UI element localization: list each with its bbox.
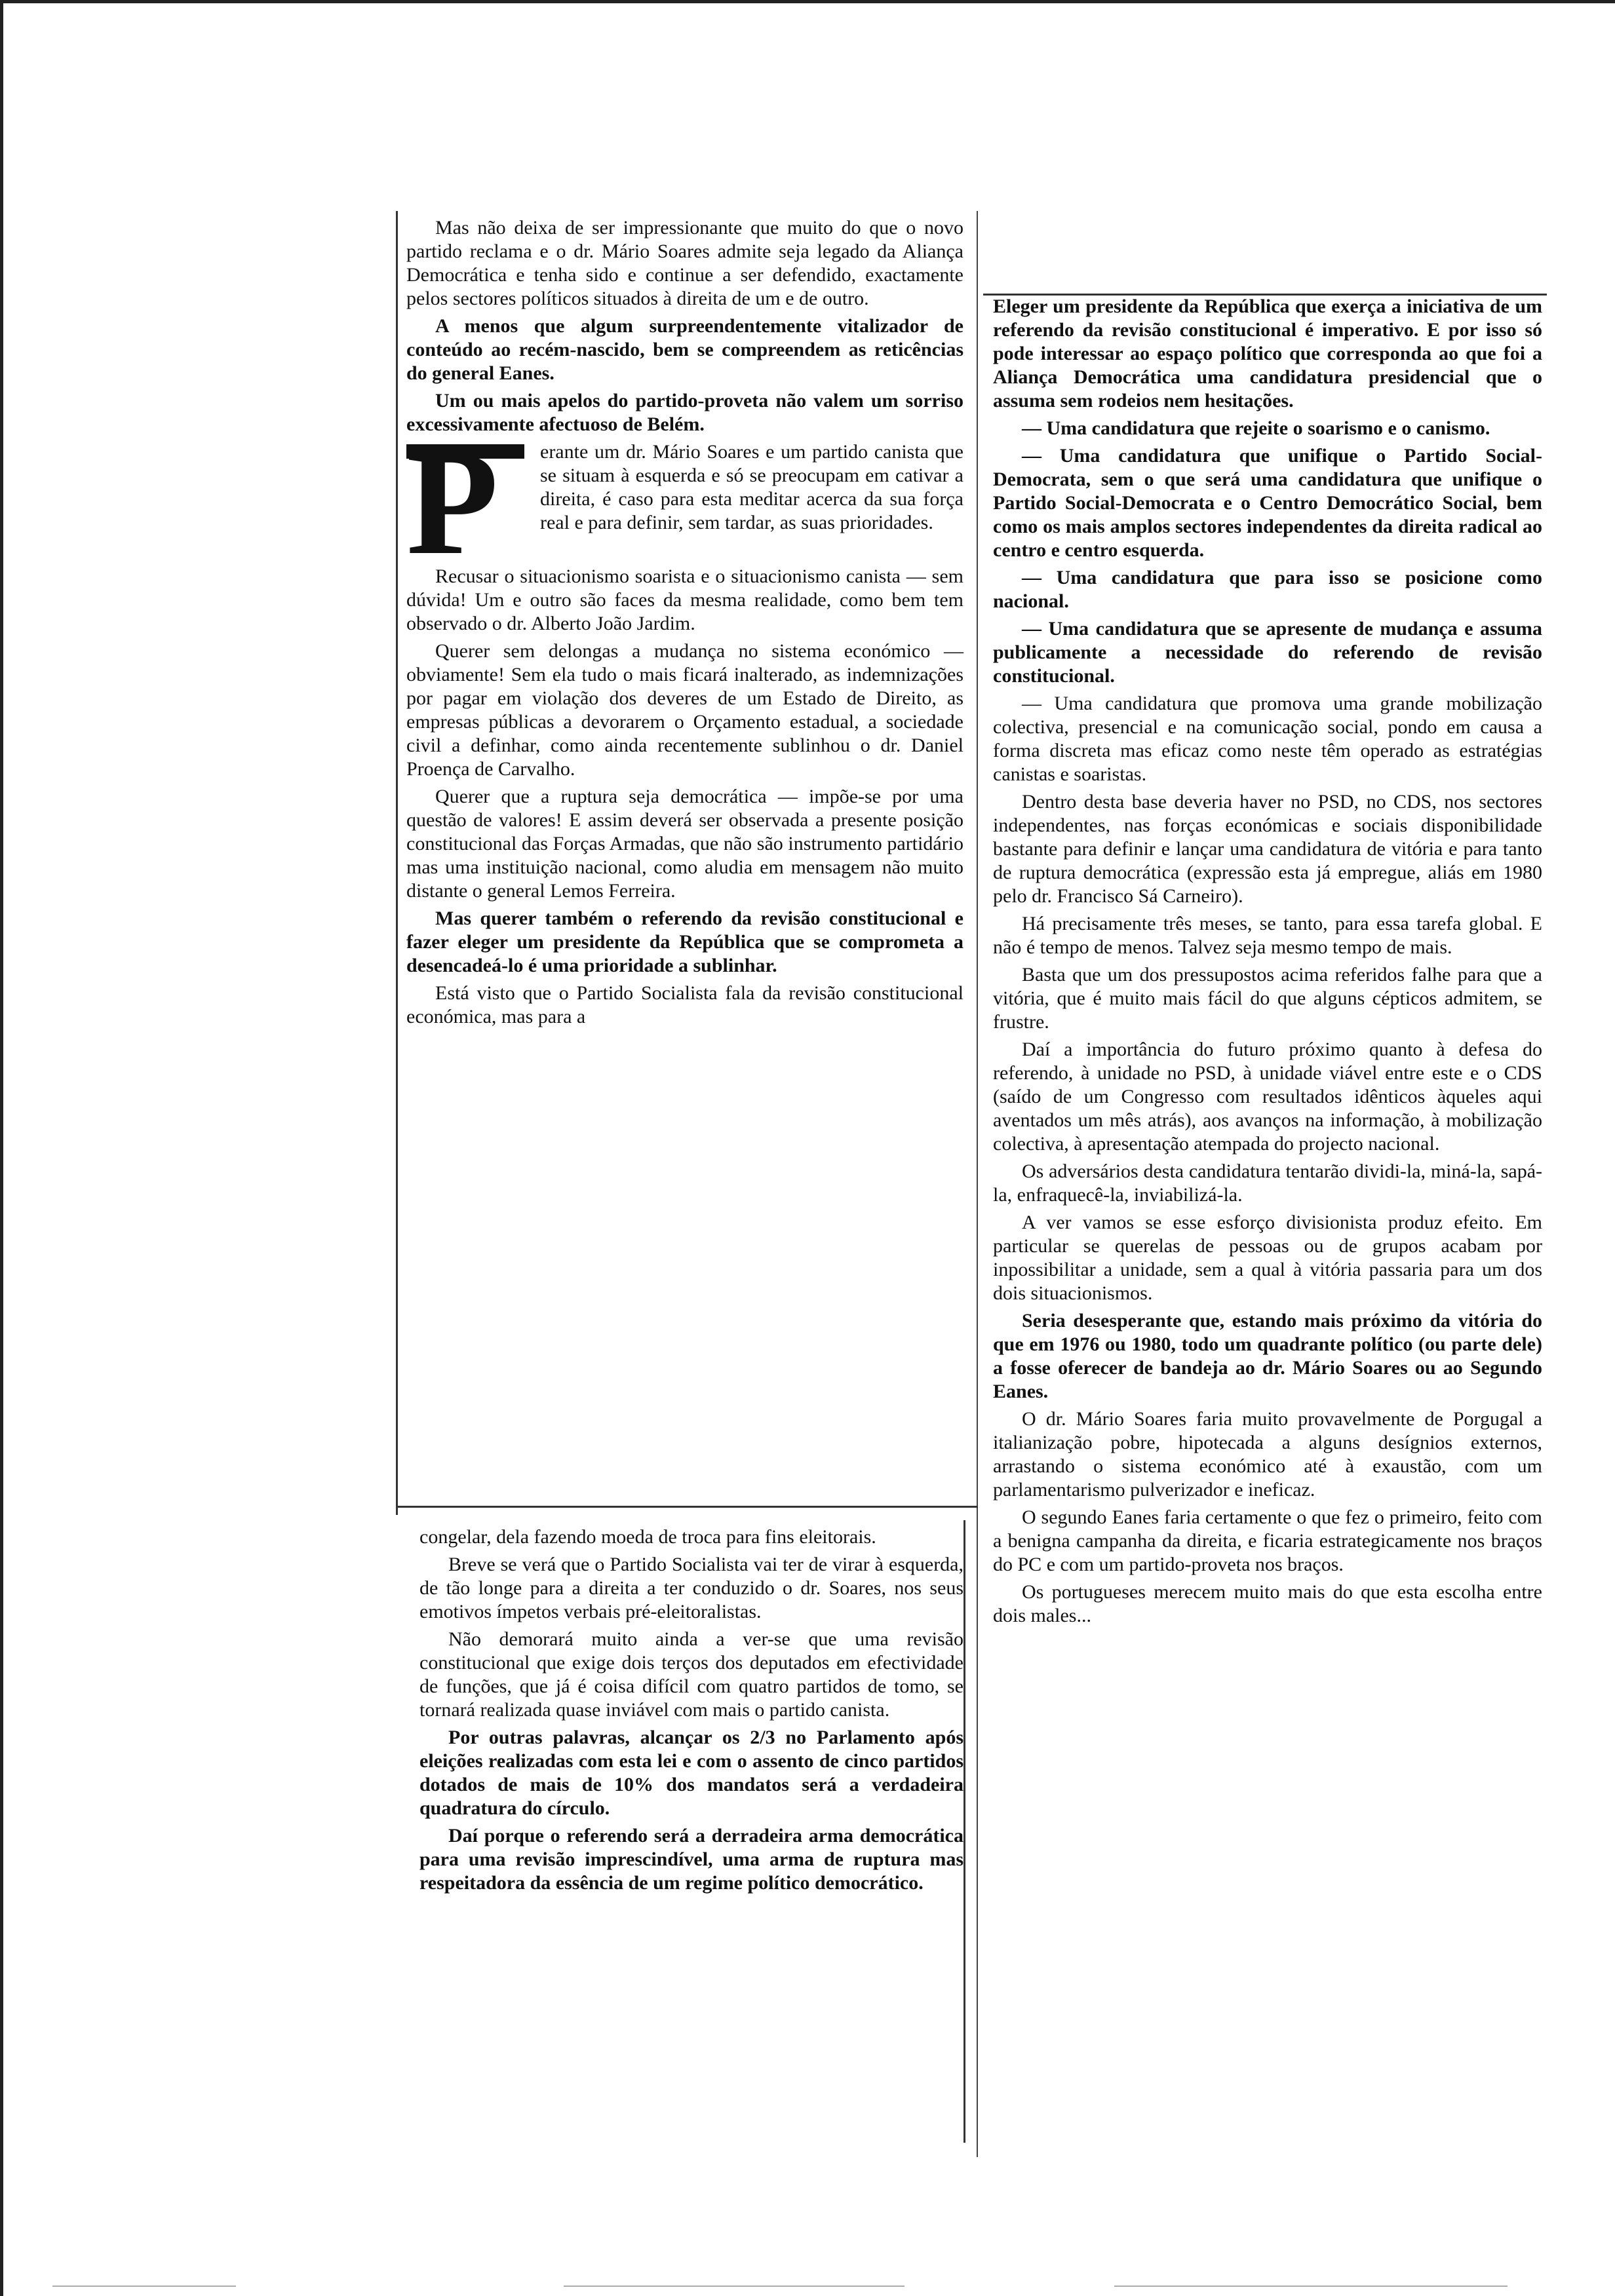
dropcap-paragraph <box>406 440 963 565</box>
column-rule-lower <box>963 1520 965 2143</box>
paragraph: Por outras palavras, alcançar os 2/3 no Parlamento após eleições realizadas com esta lei e com o assento de cinco partidos dotados de mais de 10% dos mandatos será a verdadeira quadratura do círculo. <box>419 1727 963 1819</box>
page-top-border <box>0 0 1615 3</box>
article-column-left-continued <box>419 1525 963 1899</box>
paragraph: Querer que a ruptura seja democrática — impõe-se por uma questão de valores! E assim deverá ser observada a presente posição constitucional das Forças Armadas, que não são instrumento partidário mas uma instituição nacional, como aludia em mensagem não muito distante o general Lemos Ferreira. <box>406 786 963 902</box>
section-divider-rule <box>396 1506 978 1508</box>
paragraph: Querer sem delongas a mudança no sistema económico — obviamente! Sem ela tudo o mais ficará inalterado, as indemnizações por pagar em violação dos deveres de um Estado de Direito, as empresas públicas a devorarem o Orçamento estadual, a sociedade civil a definhar, como ainda recentemente sublinhou o dr. Daniel Proença de Carvalho. <box>406 640 963 780</box>
paragraph: erante um dr. Mário Soares e um partido canista que se situam à esquerda e só se preocupam em cativar a direita, é caso para esta meditar acerca da sua força real e para definir, sem tardar, as suas prioridades. <box>540 441 963 533</box>
paragraph: A ver vamos se esse esforço divisionista produz efeito. Em particular se querelas de pessoas ou de grupos acabam por inpossibilitar a unidade, sem a qual à vitória passaria para um dos dois situacionismos. <box>993 1212 1542 1304</box>
paragraph: — Uma candidatura que promova uma grande mobilização colectiva, presencial e na comunicação social, pondo em causa a forma discreta mas eficaz como neste têm operado as estratégias canistas e soaristas. <box>993 693 1542 785</box>
scan-edge-mark <box>52 2286 236 2287</box>
article-column-left <box>406 216 963 1033</box>
paragraph: — Uma candidatura que rejeite o soarismo e o canismo. <box>1022 417 1490 439</box>
page-left-border <box>0 0 3 2296</box>
paragraph: Está visto que o Partido Socialista fala da revisão constitucional económica, mas para a <box>406 982 963 1027</box>
paragraph: — Uma candidatura que se apresente de mudança e assuma publicamente a necessidade do referendo de revisão constitucional. <box>993 618 1542 687</box>
paragraph: Eleger um presidente da República que exerça a iniciativa de um referendo da revisão constitucional é imperativo. E por isso só pode interessar ao espaço político que corresponda ao que foi a Aliança Democrática uma candidatura presidencial que o assuma sem rodeios nem hesitações. <box>993 296 1542 411</box>
paragraph: Os portugueses merecem muito mais do que esta escolha entre dois males... <box>993 1581 1542 1626</box>
scan-edge-mark <box>564 2286 905 2287</box>
paragraph: Dentro desta base deveria haver no PSD, no CDS, nos sectores independentes, nas forças económicas e sociais disponibilidade bastante para definir e lançar uma candidatura de vitória e para tanto de ruptura democrática (expressão esta já empregue, aliás em 1980 pelo dr. Francisco Sá Carneiro). <box>993 791 1542 907</box>
paragraph: congelar, dela fazendo moeda de troca para fins eleitorais. <box>419 1526 876 1548</box>
paragraph: Mas querer também o referendo da revisão constitucional e fazer eleger um presidente da República que se comprometa a desencadeá-lo é uma prioridade a sublinhar. <box>406 908 963 976</box>
column-rule-middle <box>977 211 978 2157</box>
paragraph: Mas não deixa de ser impressionante que muito do que o novo partido reclama e o dr. Mário Soares admite seja legado da Aliança Democrática e tenha sido e continue a ser defendido, exactamente pelos sectores políticos situados à direita de um e de outro. <box>406 217 963 309</box>
scan-edge-mark <box>1114 2286 1508 2287</box>
dropcap-block <box>406 440 531 565</box>
paragraph: Breve se verá que o Partido Socialista vai ter de virar à esquerda, de tão longe para a direita a ter conduzido o dr. Soares, nos seus emotivos ímpetos verbais pré-eleitoralistas. <box>419 1554 963 1622</box>
paragraph: Há precisamente três meses, se tanto, para essa tarefa global. E não é tempo de menos. Talvez seja mesmo tempo de mais. <box>993 913 1542 958</box>
paragraph: O dr. Mário Soares faria muito provavelmente de Porgugal a italianização pobre, hipotecada a alguns desígnios externos, arrastando o sistema económico até à exaustão, com um parlamentarismo pulverizador e ineficaz. <box>993 1408 1542 1501</box>
paragraph: A menos que algum surpreendentemente vitalizador de conteúdo ao recém-nascido, bem se compreendem as reticências do general Eanes. <box>406 315 963 384</box>
paragraph: Não demorará muito ainda a ver-se que uma revisão constitucional que exige dois terços dos deputados em efectividade de funções, que já é coisa difícil com quatro partidos de tomo, se tornará realizada quase inviável com mais o partido canista. <box>419 1628 963 1721</box>
paragraph: Daí porque o referendo será a derradeira arma democrática para uma revisão imprescindível, uma arma de ruptura mas respeitadora da essência de um regime político democrático. <box>419 1825 963 1894</box>
paragraph: Basta que um dos pressupostos acima referidos falhe para que a vitória, que é muito mais fácil do que alguns cépticos admitem, se frustre. <box>993 964 1542 1033</box>
dropcap-letter: P <box>406 440 499 565</box>
paragraph: Seria desesperante que, estando mais próximo da vitória do que em 1976 ou 1980, todo um quadrante político (ou parte dele) a fosse oferecer de bandeja ao dr. Mário Soares ou ao Segundo Eanes. <box>993 1310 1542 1402</box>
paragraph: — Uma candidatura que unifique o Partido Social-Democrata, sem o que será uma candidatura que unifique o Partido Social-Democrata e o Centro Democrático Social, bem como os mais amplos sectores independentes da direita radical ao centro e centro esquerda. <box>993 445 1542 561</box>
paragraph: Os adversários desta candidatura tentarão dividi-la, miná-la, sapá-la, enfraquecê-la, inviabilizá-la. <box>993 1160 1542 1206</box>
paragraph: Daí a importância do futuro próximo quanto à defesa do referendo, à unidade no PSD, à unidade viável entre este e o CDS (saído de um Congresso com resultados idênticos àqueles aqui aventados um mês atrás), aos avanços na informação, à mobilização colectiva, à apresentação atempada do projecto nacional. <box>993 1039 1542 1155</box>
paragraph: Um ou mais apelos do partido-proveta não valem um sorriso excessivamente afectuoso de Belém. <box>406 390 963 435</box>
article-column-right <box>993 295 1542 1632</box>
paragraph: Recusar o situacionismo soarista e o situacionismo canista — sem dúvida! Um e outro são faces da mesma realidade, como bem tem observado o dr. Alberto João Jardim. <box>406 565 963 634</box>
paragraph: O segundo Eanes faria certamente o que fez o primeiro, feito com a benigna campanha da direita, e ficaria estrategicamente nos braços do PC e com um partido-proveta nos braços. <box>993 1506 1542 1575</box>
paragraph: — Uma candidatura que para isso se posicione como nacional. <box>993 567 1542 612</box>
column-rule-left <box>396 211 398 1515</box>
